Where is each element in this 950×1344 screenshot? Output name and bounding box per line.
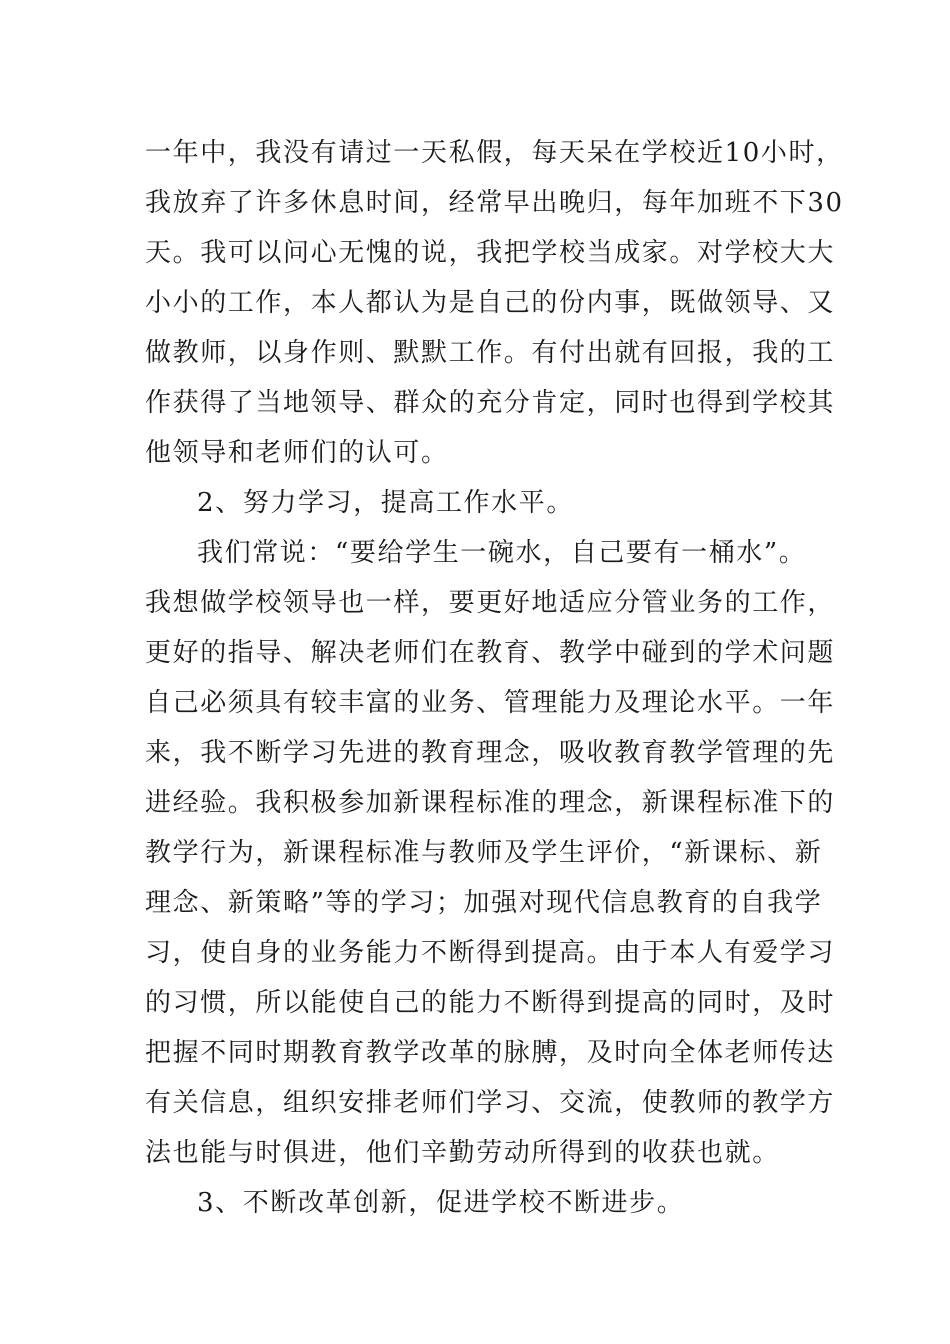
paragraph-line: 法也能与时俱进，他们辛勤劳动所得到的收获也就。 (145, 1138, 780, 1168)
paragraph-line: 我想做学校领导也一样，要更好地适应分管业务的工作， (145, 588, 836, 618)
paragraph-line: 进经验。我积极参加新课程标准的理念，新课程标准下的 (145, 788, 836, 818)
paragraph-line: 习，使自身的业务能力不断得到提高。由于本人有爱学习 (145, 938, 836, 968)
section-heading: 3、不断改革创新，促进学校不断进步。 (197, 1188, 685, 1218)
paragraph-line: 天。我可以问心无愧的说，我把学校当成家。对学校大大 (145, 238, 836, 268)
paragraph-line: 有关信息，组织安排老师们学习、交流，使教师的教学方 (145, 1088, 836, 1118)
paragraph-line: 来，我不断学习先进的教育理念，吸收教育教学管理的先 (145, 738, 836, 768)
paragraph-line: 更好的指导、解决老师们在教育、教学中碰到的学术问题 (145, 638, 836, 668)
paragraph-line: 他领导和老师们的认可。 (145, 438, 449, 468)
paragraph-line: 我们常说：“要给学生一碗水，自己要有一桶水”。 (197, 538, 807, 568)
paragraph-line: 教学行为，新课程标准与教师及学生评价，“新课标、新 (145, 838, 823, 868)
paragraph-line: 做教师，以身作则、默默工作。有付出就有回报，我的工 (145, 338, 836, 368)
paragraph-line: 自己必须具有较丰富的业务、管理能力及理论水平。一年 (145, 688, 836, 718)
paragraph-line: 理念、新策略”等的学习；加强对现代信息教育的自我学 (145, 888, 823, 918)
paragraph-line: 作获得了当地领导、群众的充分肯定，同时也得到学校其 (145, 388, 836, 418)
paragraph-line: 一年中，我没有请过一天私假，每天呆在学校近10小时， (145, 138, 844, 168)
paragraph-line: 的习惯，所以能使自己的能力不断得到提高的同时，及时 (145, 988, 836, 1018)
paragraph-line: 我放弃了许多休息时间，经常早出晚归，每年加班不下30 (145, 188, 844, 218)
section-heading: 2、努力学习，提高工作水平。 (197, 488, 574, 518)
paragraph-line: 小小的工作，本人都认为是自己的份内事，既做领导、又 (145, 288, 836, 318)
paragraph-line: 把握不同时期教育教学改革的脉膊，及时向全体老师传达 (145, 1038, 836, 1068)
